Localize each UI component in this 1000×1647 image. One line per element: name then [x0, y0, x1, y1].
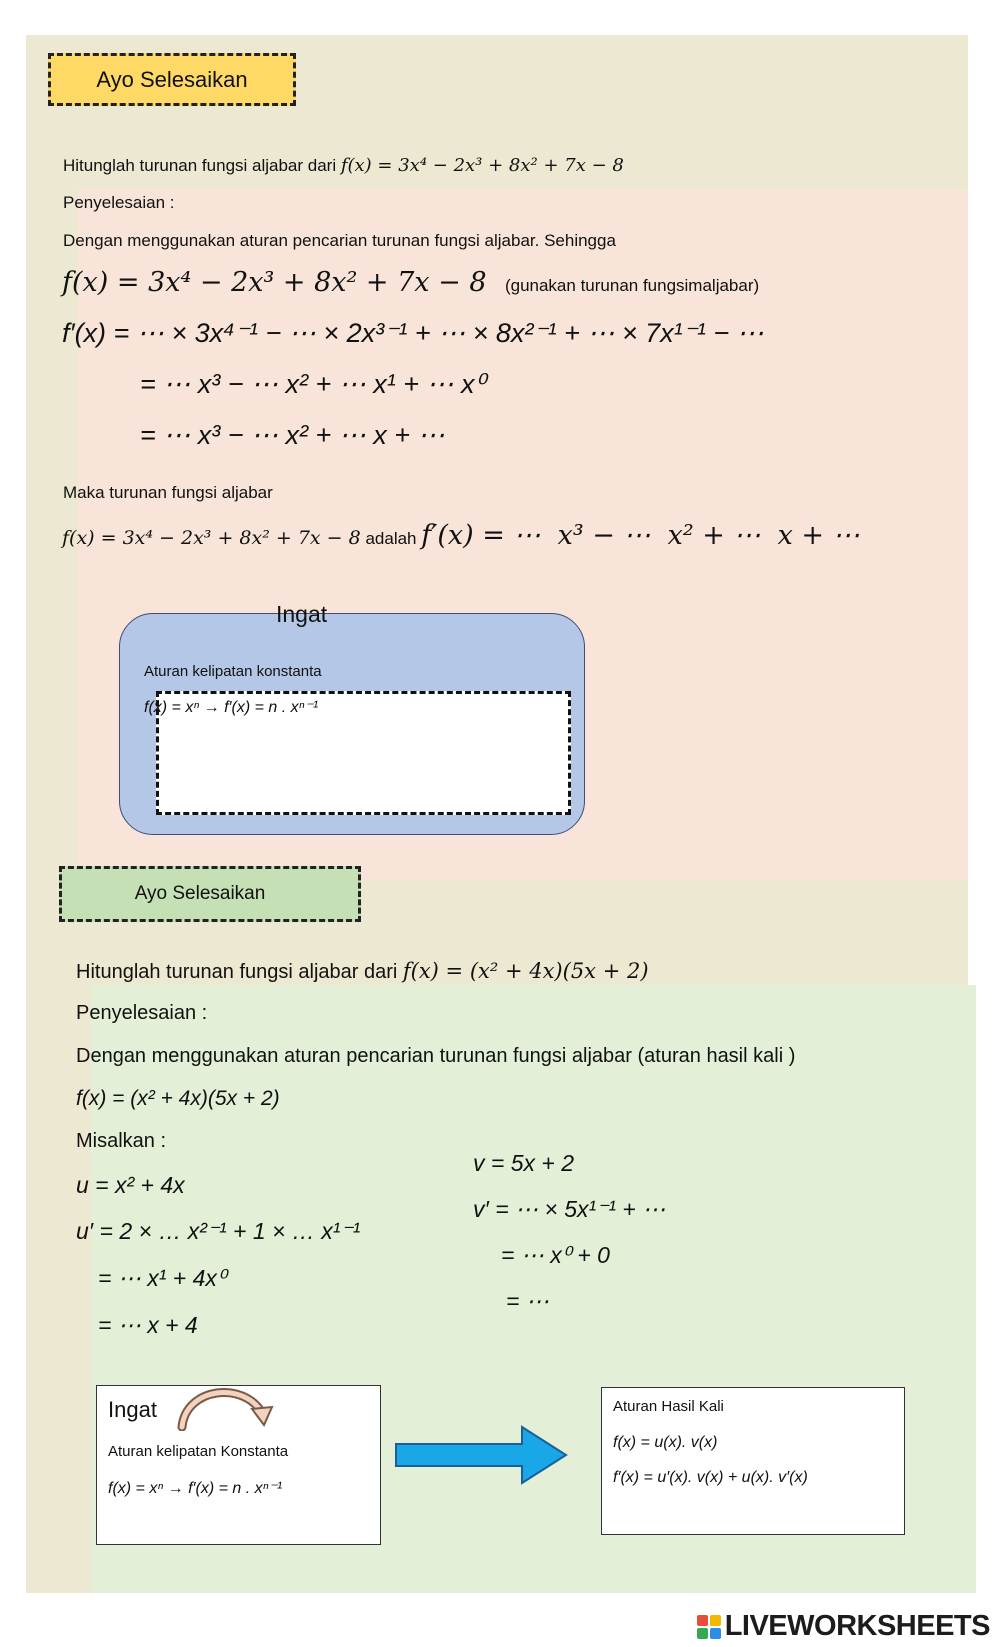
section1-conclusion: [62, 520, 860, 551]
logo-square-green: [697, 1628, 708, 1639]
liveworksheets-logo: [697, 1610, 990, 1643]
section2-u-derivative: u′ = 2 × … x²⁻¹ + 1 × … x¹⁻¹: [76, 1218, 361, 1244]
section1-conclusion-function: f(x) = 3x⁴ − 2x³ + 8x² + 7x − 8: [62, 527, 361, 549]
section1-eq-step1: = ⋯ x³ − ⋯ x² + ⋯ x¹ + ⋯ x⁰: [140, 369, 486, 399]
section2-rule-name: Aturan kelipatan Konstanta: [108, 1443, 289, 1460]
section2-eq-function: f(x) = (x² + 4x)(5x + 2): [76, 1087, 280, 1110]
section1-method-text: Dengan menggunakan aturan pencarian turunan fungsi aljabar. Sehingga: [63, 231, 616, 250]
section1-rule-name: Aturan kelipatan konstanta: [144, 663, 322, 680]
section1-solution-label: Penyelesaian :: [63, 193, 175, 212]
product-rule-formula2: f′(x) = u′(x). v(x) + u(x). v′(x): [613, 1469, 808, 1486]
section1-conclusion-word: adalah: [360, 529, 422, 548]
section2-v-step1: = ⋯ x⁰ + 0: [501, 1242, 610, 1268]
section2-solution-label: Penyelesaian :: [76, 1002, 208, 1024]
section2-u-step2: = ⋯ x + 4: [98, 1312, 198, 1338]
section1-conclusion-result: f′(x) = ⋯ x³ − ⋯ x² + ⋯ x + ⋯: [421, 520, 860, 551]
section2-u-step1: = ⋯ x¹ + 4x⁰: [98, 1265, 227, 1291]
section2-question: [76, 959, 649, 984]
logo-square-yellow: [710, 1615, 721, 1626]
section2-v-derivative: v′ = ⋯ × 5x¹⁻¹ + ⋯: [473, 1196, 666, 1222]
section2-question-text: Hitunglah turunan fungsi aljabar dari: [76, 961, 403, 983]
section1-title-box: [48, 53, 296, 106]
logo-square-red: [697, 1615, 708, 1626]
section2-suppose-label: Misalkan :: [76, 1130, 167, 1152]
section1-eq-step2: = ⋯ x³ − ⋯ x² + ⋯ x + ⋯: [140, 420, 445, 450]
worksheet-page: [26, 35, 968, 1593]
section1-rule-formula: f(x) = xⁿ → f′(x) = n . xⁿ⁻¹: [144, 699, 319, 716]
section1-eq-derivative: f′(x) = ⋯ × 3x⁴⁻¹ − ⋯ × 2x³⁻¹ + ⋯ × 8x²⁻¹ + ⋯ × 7x¹⁻¹ − ⋯: [62, 318, 764, 348]
section1-eq-function: [62, 267, 759, 298]
product-rule-formula1: f(x) = u(x). v(x): [613, 1434, 718, 1451]
section1-function: f(x) = 3x⁴ − 2x³ + 8x² + 7x − 8: [62, 267, 487, 298]
logo-grid-icon: [697, 1615, 721, 1639]
section2-method-text: Dengan menggunakan aturan pencarian turunan fungsi aljabar (aturan hasil kali ): [76, 1045, 796, 1067]
right-arrow-icon: [394, 1425, 570, 1485]
curved-arrow-icon: [174, 1383, 274, 1431]
section2-rule-formula: f(x) = xⁿ → f′(x) = n . xⁿ⁻¹: [108, 1480, 283, 1497]
section2-v-def: v = 5x + 2: [473, 1150, 575, 1176]
section2-title-box: [59, 866, 361, 922]
section2-question-math: f(x) = (x² + 4x)(5x + 2): [402, 959, 649, 983]
section1-conclusion-label: Maka turunan fungsi aljabar: [63, 483, 273, 502]
section1-question-math: f(x) = 3x⁴ − 2x³ + 8x² + 7x − 8: [340, 155, 624, 176]
section2-reminder-title: Ingat: [108, 1397, 157, 1422]
liveworksheets-brand: LIVEWORKSHEETS: [724, 1610, 990, 1642]
product-rule-title: Aturan Hasil Kali: [613, 1398, 724, 1415]
logo-square-blue: [710, 1628, 721, 1639]
section2-title: Ayo Selesaikan: [134, 883, 266, 904]
section1-eq-note: (gunakan turunan fungsimaljabar): [504, 276, 760, 295]
section1-question-text: Hitunglah turunan fungsi aljabar dari: [63, 156, 341, 175]
section1-reminder-title: Ingat: [276, 601, 328, 627]
section2-u-def: u = x² + 4x: [76, 1172, 185, 1198]
section1-question: [63, 155, 624, 176]
section1-title: Ayo Selesaikan: [96, 66, 248, 92]
section2-v-step2: = ⋯: [506, 1288, 549, 1314]
